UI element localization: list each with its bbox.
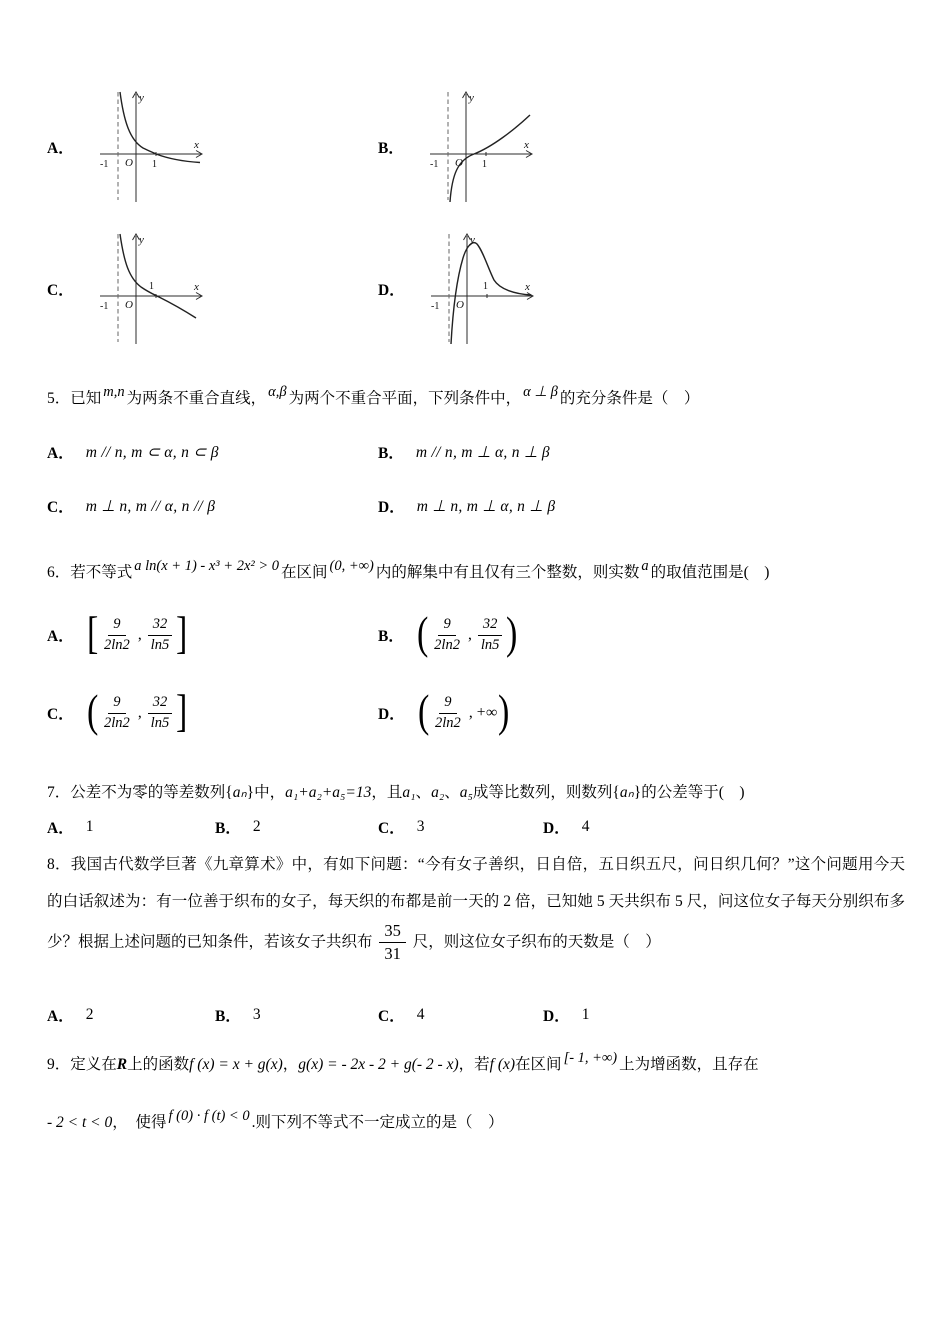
fraction-numerator: 35 bbox=[379, 920, 406, 943]
text-segment: 7．公差不为零的等差数列{ bbox=[47, 784, 233, 801]
right-bracket: ) bbox=[506, 606, 518, 659]
fraction bbox=[379, 920, 406, 966]
text-segment: 上的函数 bbox=[127, 1055, 190, 1073]
option-label: B． bbox=[378, 628, 404, 645]
option-label: C． bbox=[378, 1007, 405, 1025]
x-axis-label: x bbox=[193, 139, 199, 151]
fraction bbox=[478, 615, 503, 655]
y-axis-label: y bbox=[138, 234, 144, 246]
fraction-denominator: 2ln2 bbox=[434, 636, 460, 653]
option-label: C． bbox=[47, 499, 74, 516]
fraction-numerator: 9 bbox=[439, 693, 456, 714]
fraction bbox=[148, 615, 173, 655]
text-segment: 5．已知 bbox=[47, 390, 102, 407]
text-segment: ， bbox=[282, 1055, 299, 1073]
separator: , bbox=[137, 626, 142, 643]
option-label: A． bbox=[47, 1007, 74, 1025]
fraction bbox=[102, 693, 132, 733]
question-text: 8．我国古代数学巨著《九章算术》中，有如下问题：“今有女子善织，日自倍，五日织五尺，问日织几何？”这个问题用今天的白话叙述为：有一位善于织布的女子，每天织的布都是前一天的 2 倍，已知她 5 天共织布 5 尺，问这位女子每天分别织布多少？根据上述问题的已知条件，若该女子共织布 bbox=[47, 856, 905, 951]
neg-one-label: -1 bbox=[99, 301, 109, 312]
q7-option-d bbox=[543, 816, 905, 838]
text-segment: f (0) · f (t) < 0 bbox=[168, 1107, 250, 1124]
question-5 bbox=[47, 384, 905, 522]
fraction-denominator: 2ln2 bbox=[104, 714, 130, 731]
text-segment: 为两个不重合平面，下列条件中， bbox=[288, 390, 522, 407]
question-6-options-row-2 bbox=[47, 682, 905, 744]
text-segment: a₁ bbox=[402, 784, 416, 801]
q7-option-b bbox=[215, 816, 378, 838]
option-label: B． bbox=[215, 820, 241, 837]
graph-options-grid bbox=[47, 88, 905, 348]
option-math: m ⊥ n, m ⊥ α, n ⊥ β bbox=[416, 497, 556, 515]
option-label: A． bbox=[47, 820, 74, 837]
y-axis-label: y bbox=[138, 92, 144, 104]
text-segment: 6．若不等式 bbox=[47, 564, 133, 581]
q6-option-b bbox=[378, 606, 905, 659]
right-bracket: ] bbox=[176, 606, 188, 659]
one-label: 1 bbox=[482, 281, 488, 292]
x-axis-label: x bbox=[524, 281, 530, 293]
question-7 bbox=[47, 778, 905, 838]
question-6-text bbox=[47, 558, 905, 588]
function-curve bbox=[120, 92, 200, 163]
text-segment: .则下列不等式不一定成立的是（ ） bbox=[251, 1113, 504, 1131]
option-label: B． bbox=[378, 140, 404, 157]
function-graph-b bbox=[426, 88, 538, 206]
fraction-denominator: ln5 bbox=[150, 714, 170, 731]
fraction-numerator: 32 bbox=[148, 693, 173, 714]
question-text: 尺，则这位女子织布的天数是（ ） bbox=[412, 933, 661, 951]
option-value: 3 bbox=[416, 818, 425, 835]
question-5-options-row-1 bbox=[47, 436, 905, 468]
question-7-options-row bbox=[47, 816, 905, 838]
separator: , bbox=[137, 704, 142, 721]
left-bracket: [ bbox=[86, 606, 99, 659]
one-label: 1 bbox=[148, 281, 154, 292]
graph-option-d bbox=[378, 230, 905, 348]
text-segment: ，若 bbox=[458, 1055, 490, 1073]
q6-option-a bbox=[47, 606, 378, 659]
option-value: 3 bbox=[252, 1005, 261, 1023]
left-bracket: ( bbox=[416, 606, 429, 659]
text-segment: g(x) = - 2x - 2 + g(- 2 - x) bbox=[298, 1055, 459, 1073]
q8-option-c bbox=[378, 1004, 543, 1026]
question-8 bbox=[47, 846, 905, 1026]
option-value: 4 bbox=[581, 818, 590, 835]
fraction-numerator: 9 bbox=[108, 693, 125, 714]
text-segment: α ⊥ β bbox=[523, 384, 558, 400]
separator: , bbox=[467, 626, 472, 643]
separator: , bbox=[468, 704, 473, 721]
text-segment: 在区间 bbox=[281, 564, 328, 581]
text-segment: a ln(x + 1) - x³ + 2x² > 0 bbox=[134, 558, 280, 574]
fraction-denominator: ln5 bbox=[150, 636, 170, 653]
q5-option-a bbox=[47, 441, 378, 463]
text-segment: a₁+a₂+a₅=13 bbox=[285, 784, 372, 801]
option-value: 2 bbox=[85, 1005, 94, 1023]
text-segment: f (x) bbox=[489, 1055, 516, 1073]
option-label: D． bbox=[378, 282, 405, 299]
x-axis-label: x bbox=[523, 139, 529, 151]
text-segment: (0, +∞) bbox=[329, 558, 374, 574]
graph-option-b bbox=[378, 88, 905, 206]
option-label: D． bbox=[378, 499, 405, 516]
q8-option-d bbox=[543, 1004, 905, 1026]
function-graph-c bbox=[96, 230, 208, 348]
text-segment: 成等比数列，则数列{ bbox=[472, 784, 620, 801]
option-value: 2 bbox=[252, 818, 261, 835]
question-6 bbox=[47, 558, 905, 744]
option-label: A． bbox=[47, 140, 74, 157]
q7-option-a bbox=[47, 816, 215, 838]
neg-one-label: -1 bbox=[430, 301, 440, 312]
text-segment: 内的解集中有且仅有三个整数，则实数 bbox=[375, 564, 640, 581]
fraction bbox=[102, 615, 132, 655]
text-segment: }的公差等于( ) bbox=[633, 784, 745, 801]
text-segment: ， 使得 bbox=[112, 1113, 167, 1131]
left-bracket: ( bbox=[86, 684, 99, 737]
q7-option-c bbox=[378, 816, 543, 838]
one-label: 1 bbox=[151, 159, 157, 170]
question-6-options-row-1 bbox=[47, 604, 905, 666]
text-segment: 上为增函数，且存在 bbox=[619, 1055, 759, 1073]
q8-option-b bbox=[215, 1004, 378, 1026]
text-segment: - 2 < t < 0 bbox=[47, 1113, 113, 1131]
text-segment: aₙ bbox=[232, 784, 247, 801]
text-segment: 、 bbox=[444, 784, 460, 801]
text-segment: a₅ bbox=[459, 784, 473, 801]
option-value: 4 bbox=[416, 1005, 425, 1023]
right-bracket: ) bbox=[498, 684, 510, 737]
option-label: A． bbox=[47, 628, 74, 645]
one-label: 1 bbox=[481, 159, 487, 170]
text-segment: ，且 bbox=[371, 784, 403, 801]
neg-one-label: -1 bbox=[99, 159, 109, 170]
x-axis-label: x bbox=[193, 281, 199, 293]
right-bracket: ] bbox=[176, 684, 188, 737]
function-curve bbox=[451, 243, 531, 344]
text-segment: 在区间 bbox=[515, 1055, 562, 1073]
text-segment: }中， bbox=[246, 784, 286, 801]
fraction-denominator: 31 bbox=[384, 944, 401, 964]
text-segment: a₂ bbox=[431, 784, 445, 801]
fraction-denominator: 2ln2 bbox=[104, 636, 130, 653]
text-segment: 的取值范围是( ) bbox=[650, 564, 770, 581]
function-graph-a bbox=[96, 88, 208, 206]
fraction-numerator: 9 bbox=[108, 615, 125, 636]
y-axis-label: y bbox=[468, 92, 474, 104]
text-segment: R bbox=[116, 1055, 128, 1073]
option-label: B． bbox=[215, 1007, 241, 1025]
option-label: D． bbox=[378, 706, 405, 723]
option-math: m ⊥ n, m // α, n // β bbox=[85, 497, 216, 515]
graph-option-c bbox=[47, 230, 378, 348]
function-graph-d bbox=[427, 230, 539, 348]
question-9 bbox=[47, 1050, 905, 1138]
text-segment: aₙ bbox=[619, 784, 634, 801]
text-segment: f (x) = x + g(x) bbox=[189, 1055, 283, 1073]
question-7-text bbox=[47, 778, 905, 808]
question-8-text bbox=[47, 846, 905, 966]
text-segment: 9．定义在 bbox=[47, 1055, 117, 1073]
option-value: 1 bbox=[581, 1005, 590, 1023]
option-label: C． bbox=[47, 282, 74, 299]
question-5-text bbox=[47, 384, 905, 414]
graph-option-a bbox=[47, 88, 378, 206]
q5-option-b bbox=[378, 441, 905, 463]
question-9-text-line-1 bbox=[47, 1050, 905, 1080]
fraction bbox=[433, 693, 463, 733]
text-segment: 的充分条件是（ ） bbox=[559, 390, 700, 407]
origin-label: O bbox=[454, 157, 463, 169]
fraction-denominator: ln5 bbox=[480, 636, 500, 653]
fraction bbox=[432, 615, 462, 655]
q6-option-d bbox=[378, 684, 905, 737]
fraction-denominator: 2ln2 bbox=[435, 714, 461, 731]
q8-option-a bbox=[47, 1004, 215, 1026]
neg-one-label: -1 bbox=[429, 159, 439, 170]
option-label: D． bbox=[543, 1007, 570, 1025]
q5-option-d bbox=[378, 495, 905, 517]
text-segment: [- 1, +∞) bbox=[563, 1049, 618, 1066]
text-segment: 为两条不重合直线， bbox=[126, 390, 267, 407]
origin-label: O bbox=[124, 157, 133, 169]
text-segment: 、 bbox=[415, 784, 432, 801]
left-bracket: ( bbox=[417, 684, 430, 737]
option-math: m // n, m ⊂ α, n ⊂ β bbox=[85, 443, 219, 461]
fraction bbox=[148, 693, 173, 733]
origin-label: O bbox=[455, 299, 464, 311]
y-axis-label: y bbox=[469, 234, 475, 246]
text-segment: α,β bbox=[268, 384, 287, 400]
option-label: C． bbox=[378, 820, 405, 837]
text-segment: m,n bbox=[103, 384, 125, 400]
text-segment: a bbox=[641, 558, 649, 574]
question-5-options-row-2 bbox=[47, 490, 905, 522]
option-label: D． bbox=[543, 820, 570, 837]
origin-label: O bbox=[124, 299, 133, 311]
option-math: m // n, m ⊥ α, n ⊥ β bbox=[415, 443, 550, 461]
q5-option-c bbox=[47, 495, 378, 517]
option-label: C． bbox=[47, 706, 74, 723]
infinity-endpoint: +∞ bbox=[475, 704, 498, 721]
option-label: A． bbox=[47, 445, 74, 462]
fraction-numerator: 32 bbox=[478, 615, 503, 636]
question-8-options-row bbox=[47, 1004, 905, 1026]
q6-option-c bbox=[47, 684, 378, 737]
option-value: 1 bbox=[85, 818, 94, 835]
fraction-numerator: 9 bbox=[438, 615, 455, 636]
question-9-text-line-2 bbox=[47, 1108, 905, 1138]
fraction-numerator: 32 bbox=[148, 615, 173, 636]
option-label: B． bbox=[378, 445, 404, 462]
